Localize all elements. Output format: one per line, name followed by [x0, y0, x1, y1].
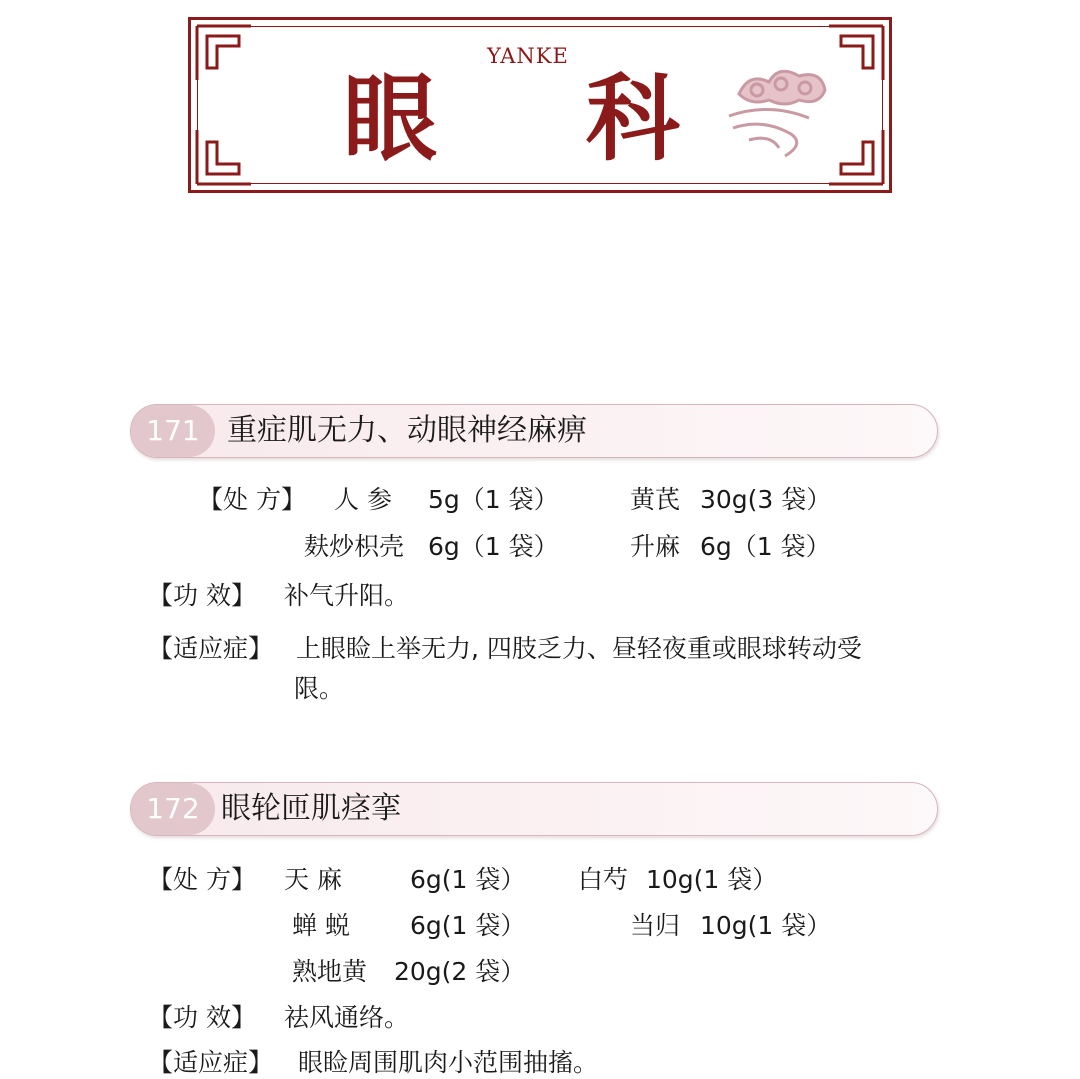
herb-name: 白芍	[578, 865, 629, 894]
section-header-172	[130, 782, 938, 836]
indication-label: 【适应症】	[148, 1048, 274, 1077]
herb-dose: 10g(1 袋）	[646, 865, 778, 894]
herb-dose: 6g(1 袋）	[410, 865, 526, 894]
corner-ornament-icon	[195, 24, 253, 82]
herb-name: 麸炒枳壳	[304, 532, 405, 561]
herb-name: 人 参	[334, 485, 392, 514]
herb-dose: 20g(2 袋）	[394, 957, 526, 986]
herb-dose: 5g（1 袋）	[428, 485, 559, 514]
indication-label: 【适应症】	[148, 634, 274, 663]
herb-dose: 6g(1 袋）	[410, 911, 526, 940]
herb-dose: 6g（1 袋）	[428, 532, 559, 561]
corner-ornament-icon	[195, 128, 253, 186]
effect-label: 【功 效】	[148, 581, 256, 610]
section-header-171	[130, 404, 938, 458]
herb-name: 升麻	[630, 532, 681, 561]
prescription-label: 【处 方】	[148, 865, 256, 894]
header-banner	[188, 17, 892, 193]
herb-name: 天 麻	[284, 865, 342, 894]
prescription-label: 【处 方】	[198, 485, 306, 514]
herb-name: 当归	[630, 911, 681, 940]
section-title: 眼轮匝肌痉挛	[221, 791, 401, 826]
effect-label: 【功 效】	[148, 1003, 256, 1032]
herb-dose: 10g(1 袋）	[700, 911, 832, 940]
herb-name: 熟地黄	[292, 957, 368, 986]
herb-name: 黄芪	[630, 485, 681, 514]
section-number-badge: 171	[131, 405, 215, 457]
indication-text: 上眼睑上举无力, 四肢乏力、昼轻夜重或眼球转动受	[296, 634, 862, 663]
herb-dose: 30g(3 袋）	[700, 485, 832, 514]
auspicious-cloud-icon	[719, 64, 839, 160]
indication-text-continued: 限。	[294, 674, 345, 703]
section-title: 重症肌无力、动眼神经麻痹	[227, 413, 587, 448]
section-number-badge: 172	[131, 783, 215, 835]
effect-text: 补气升阳。	[284, 581, 410, 610]
herb-dose: 6g（1 袋）	[700, 532, 831, 561]
banner-subtitle: YANKE	[487, 44, 569, 68]
herb-name: 蝉 蜕	[292, 911, 350, 940]
banner-title: 眼 科	[343, 64, 738, 174]
indication-text: 眼睑周围肌肉小范围抽搐。	[298, 1048, 599, 1077]
effect-text: 祛风通络。	[284, 1003, 410, 1032]
